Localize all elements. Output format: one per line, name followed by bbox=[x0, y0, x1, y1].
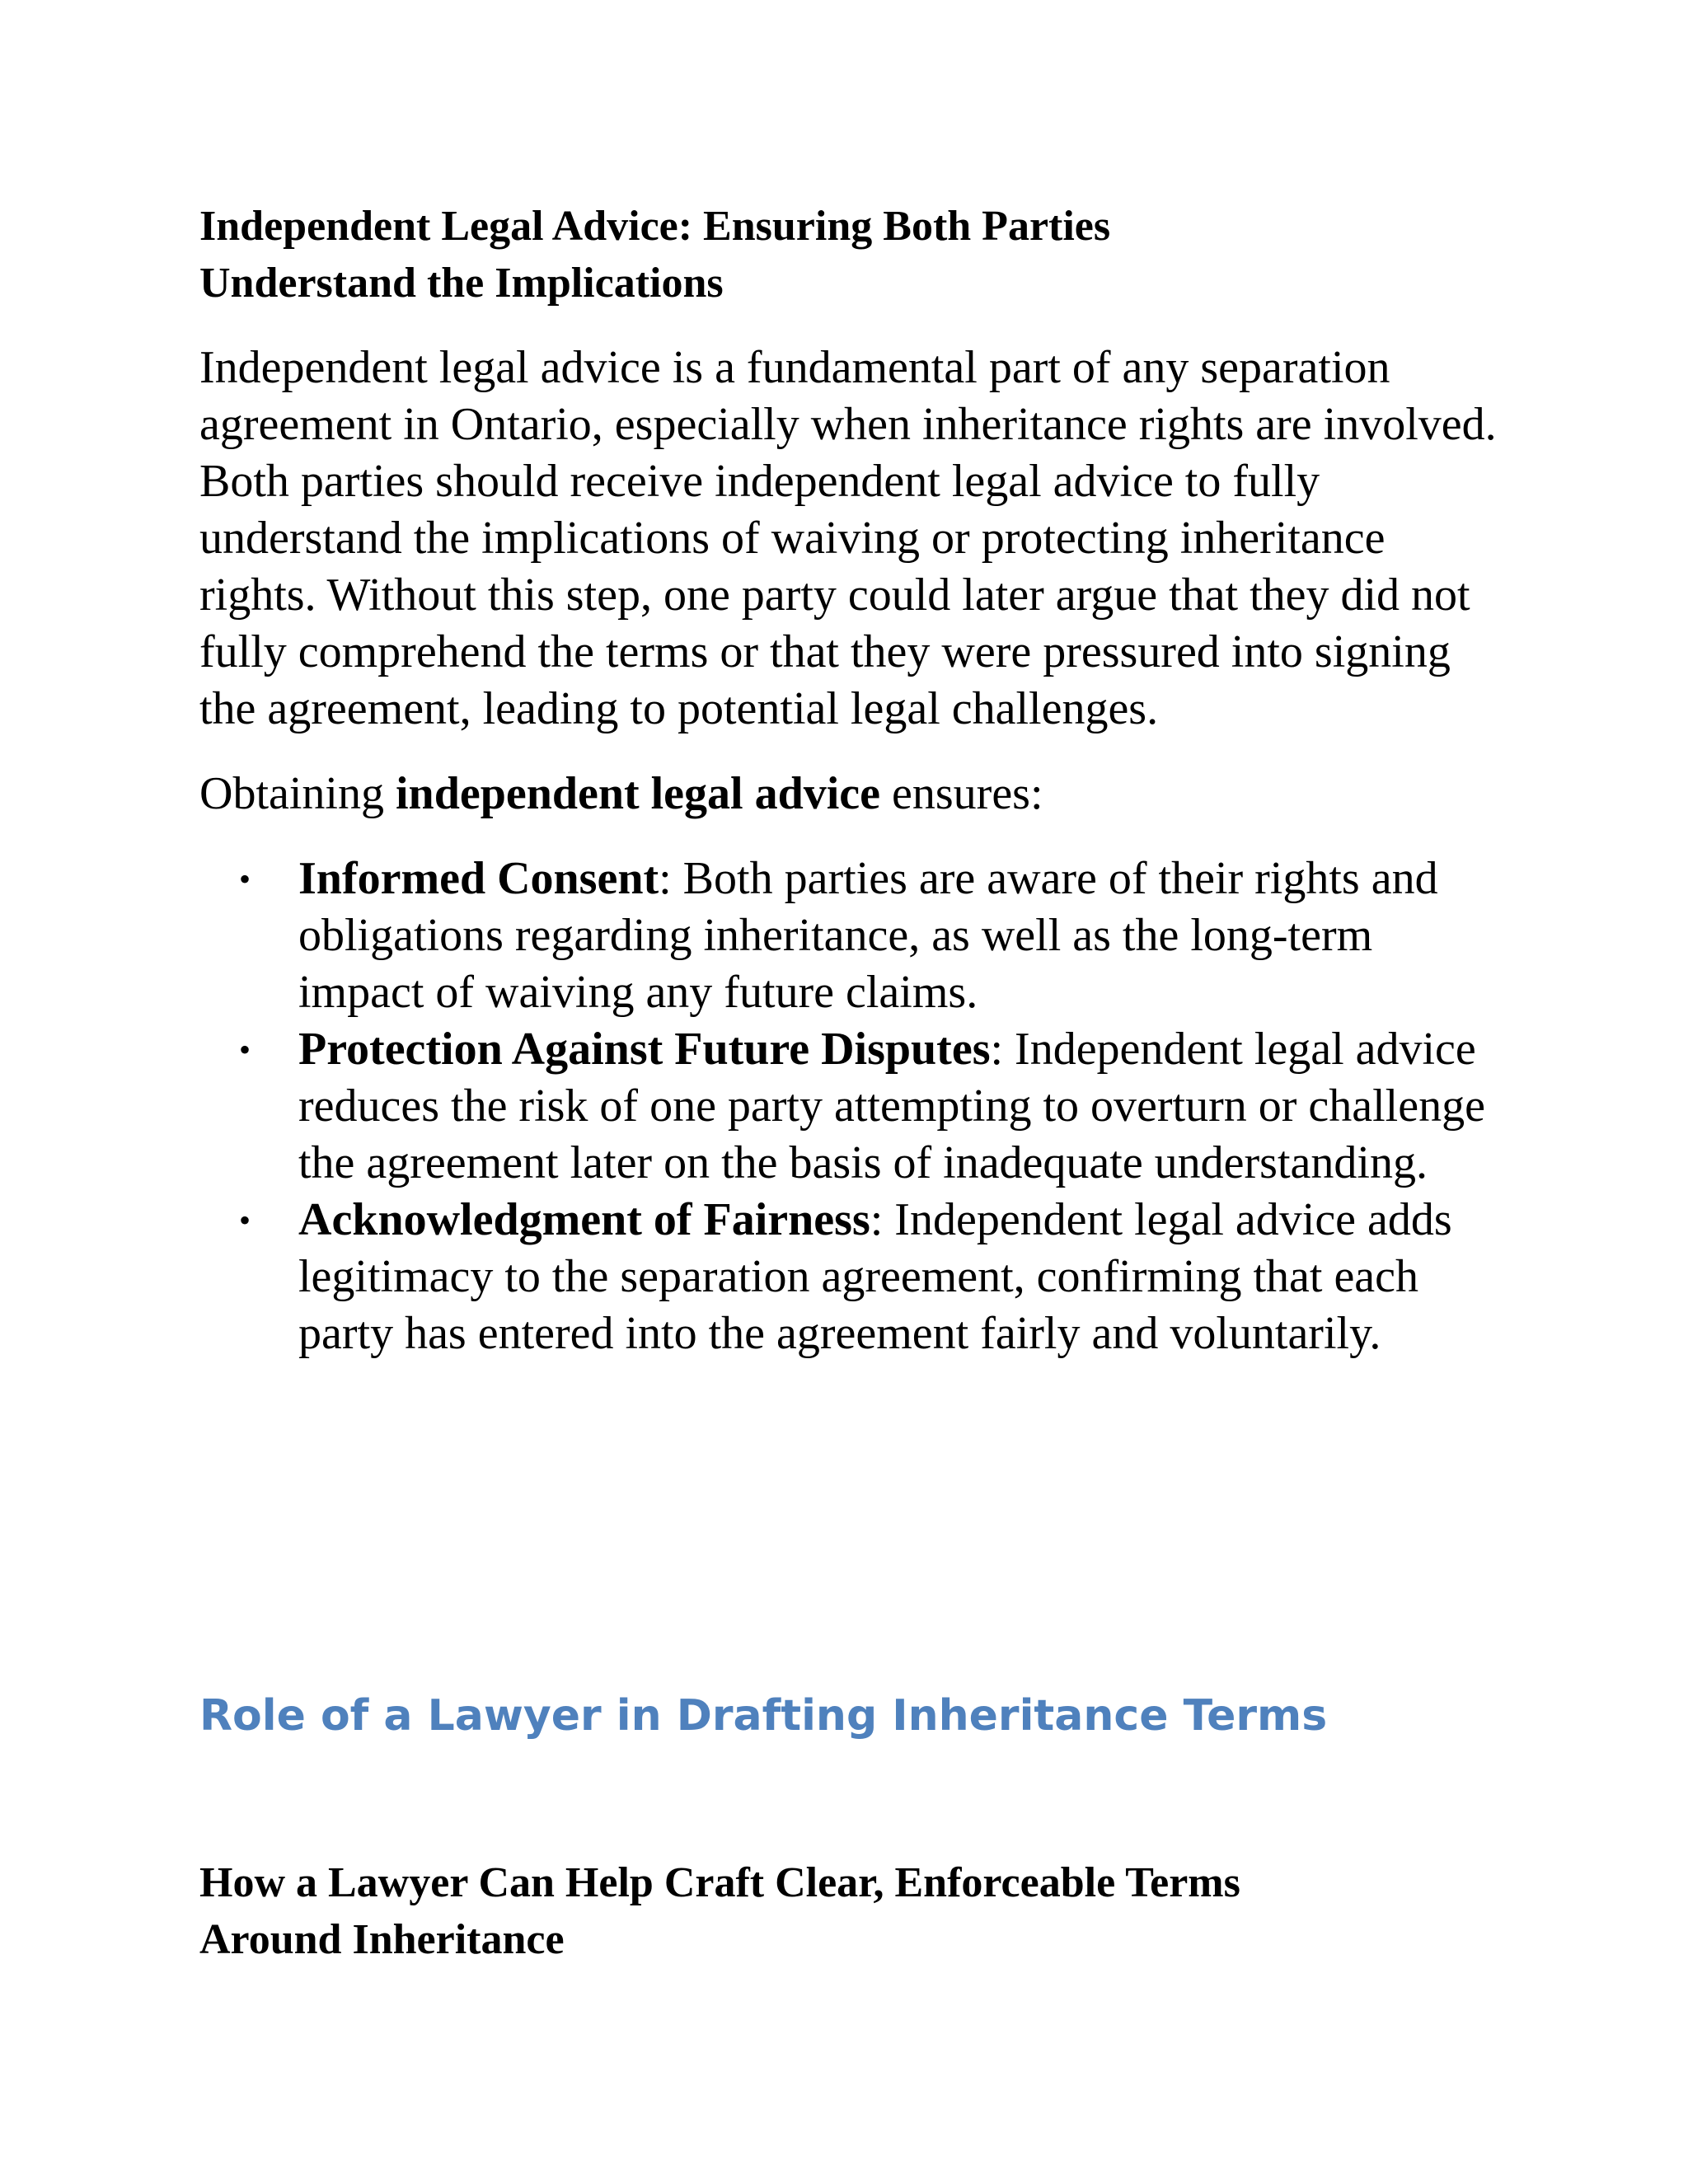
benefits-list bbox=[199, 851, 1502, 1362]
list-item-title: Informed Consent bbox=[298, 853, 659, 904]
bullet-icon: • bbox=[239, 860, 251, 898]
intro-pre: Obtaining bbox=[199, 768, 396, 819]
section-heading-role-of-lawyer: Role of a Lawyer in Drafting Inheritance Terms bbox=[199, 1691, 1328, 1741]
heading-line-2: Around Inheritance bbox=[199, 1916, 565, 1963]
list-item bbox=[199, 851, 1502, 1021]
list-item-text: : Independent legal advice adds legitimacy to the separation agreement, confirming that each party has entered into the agreement fairly and voluntarily. bbox=[298, 1194, 1452, 1359]
list-item-title: Acknowledgment of Fairness bbox=[298, 1194, 870, 1245]
list-item-text: : Independent legal advice reduces the risk of one party attempting to overturn or challenge the agreement later on the basis of inadequate understanding. bbox=[298, 1024, 1485, 1188]
body-paragraph: Independent legal advice is a fundamental part of any separation agreement in Ontario, especially when inheritance rights are involved. Both parties should receive independent legal advice to fully understand the implications of waiving or protecting inheritance rights. Without this step, one party could later argue that they did not fully comprehend the terms or that they were pressured into signing the agreement, leading to potential legal challenges. bbox=[199, 342, 1497, 734]
section-heading-how-lawyer-can-help bbox=[199, 1854, 1485, 1968]
list-item bbox=[199, 1192, 1502, 1362]
section-heading-independent-legal-advice bbox=[199, 198, 1485, 312]
heading-line-2: Understand the Implications bbox=[199, 260, 724, 307]
intro-post: ensures: bbox=[880, 768, 1043, 819]
heading-line-1: How a Lawyer Can Help Craft Clear, Enforceable Terms bbox=[199, 1859, 1240, 1906]
heading-line-1: Independent Legal Advice: Ensuring Both Parties bbox=[199, 203, 1111, 250]
list-item-text: : Both parties are aware of their rights and obligations regarding inheritance, as well as the long-term impact of waiving any future claims. bbox=[298, 853, 1438, 1018]
list-item-title: Protection Against Future Disputes bbox=[298, 1024, 991, 1075]
intro-sentence bbox=[199, 766, 1502, 823]
intro-bold: independent legal advice bbox=[395, 768, 881, 819]
bullet-icon: • bbox=[239, 1031, 251, 1068]
bullet-icon: • bbox=[239, 1202, 251, 1239]
list-item bbox=[199, 1021, 1502, 1192]
content-area bbox=[199, 198, 1502, 1362]
